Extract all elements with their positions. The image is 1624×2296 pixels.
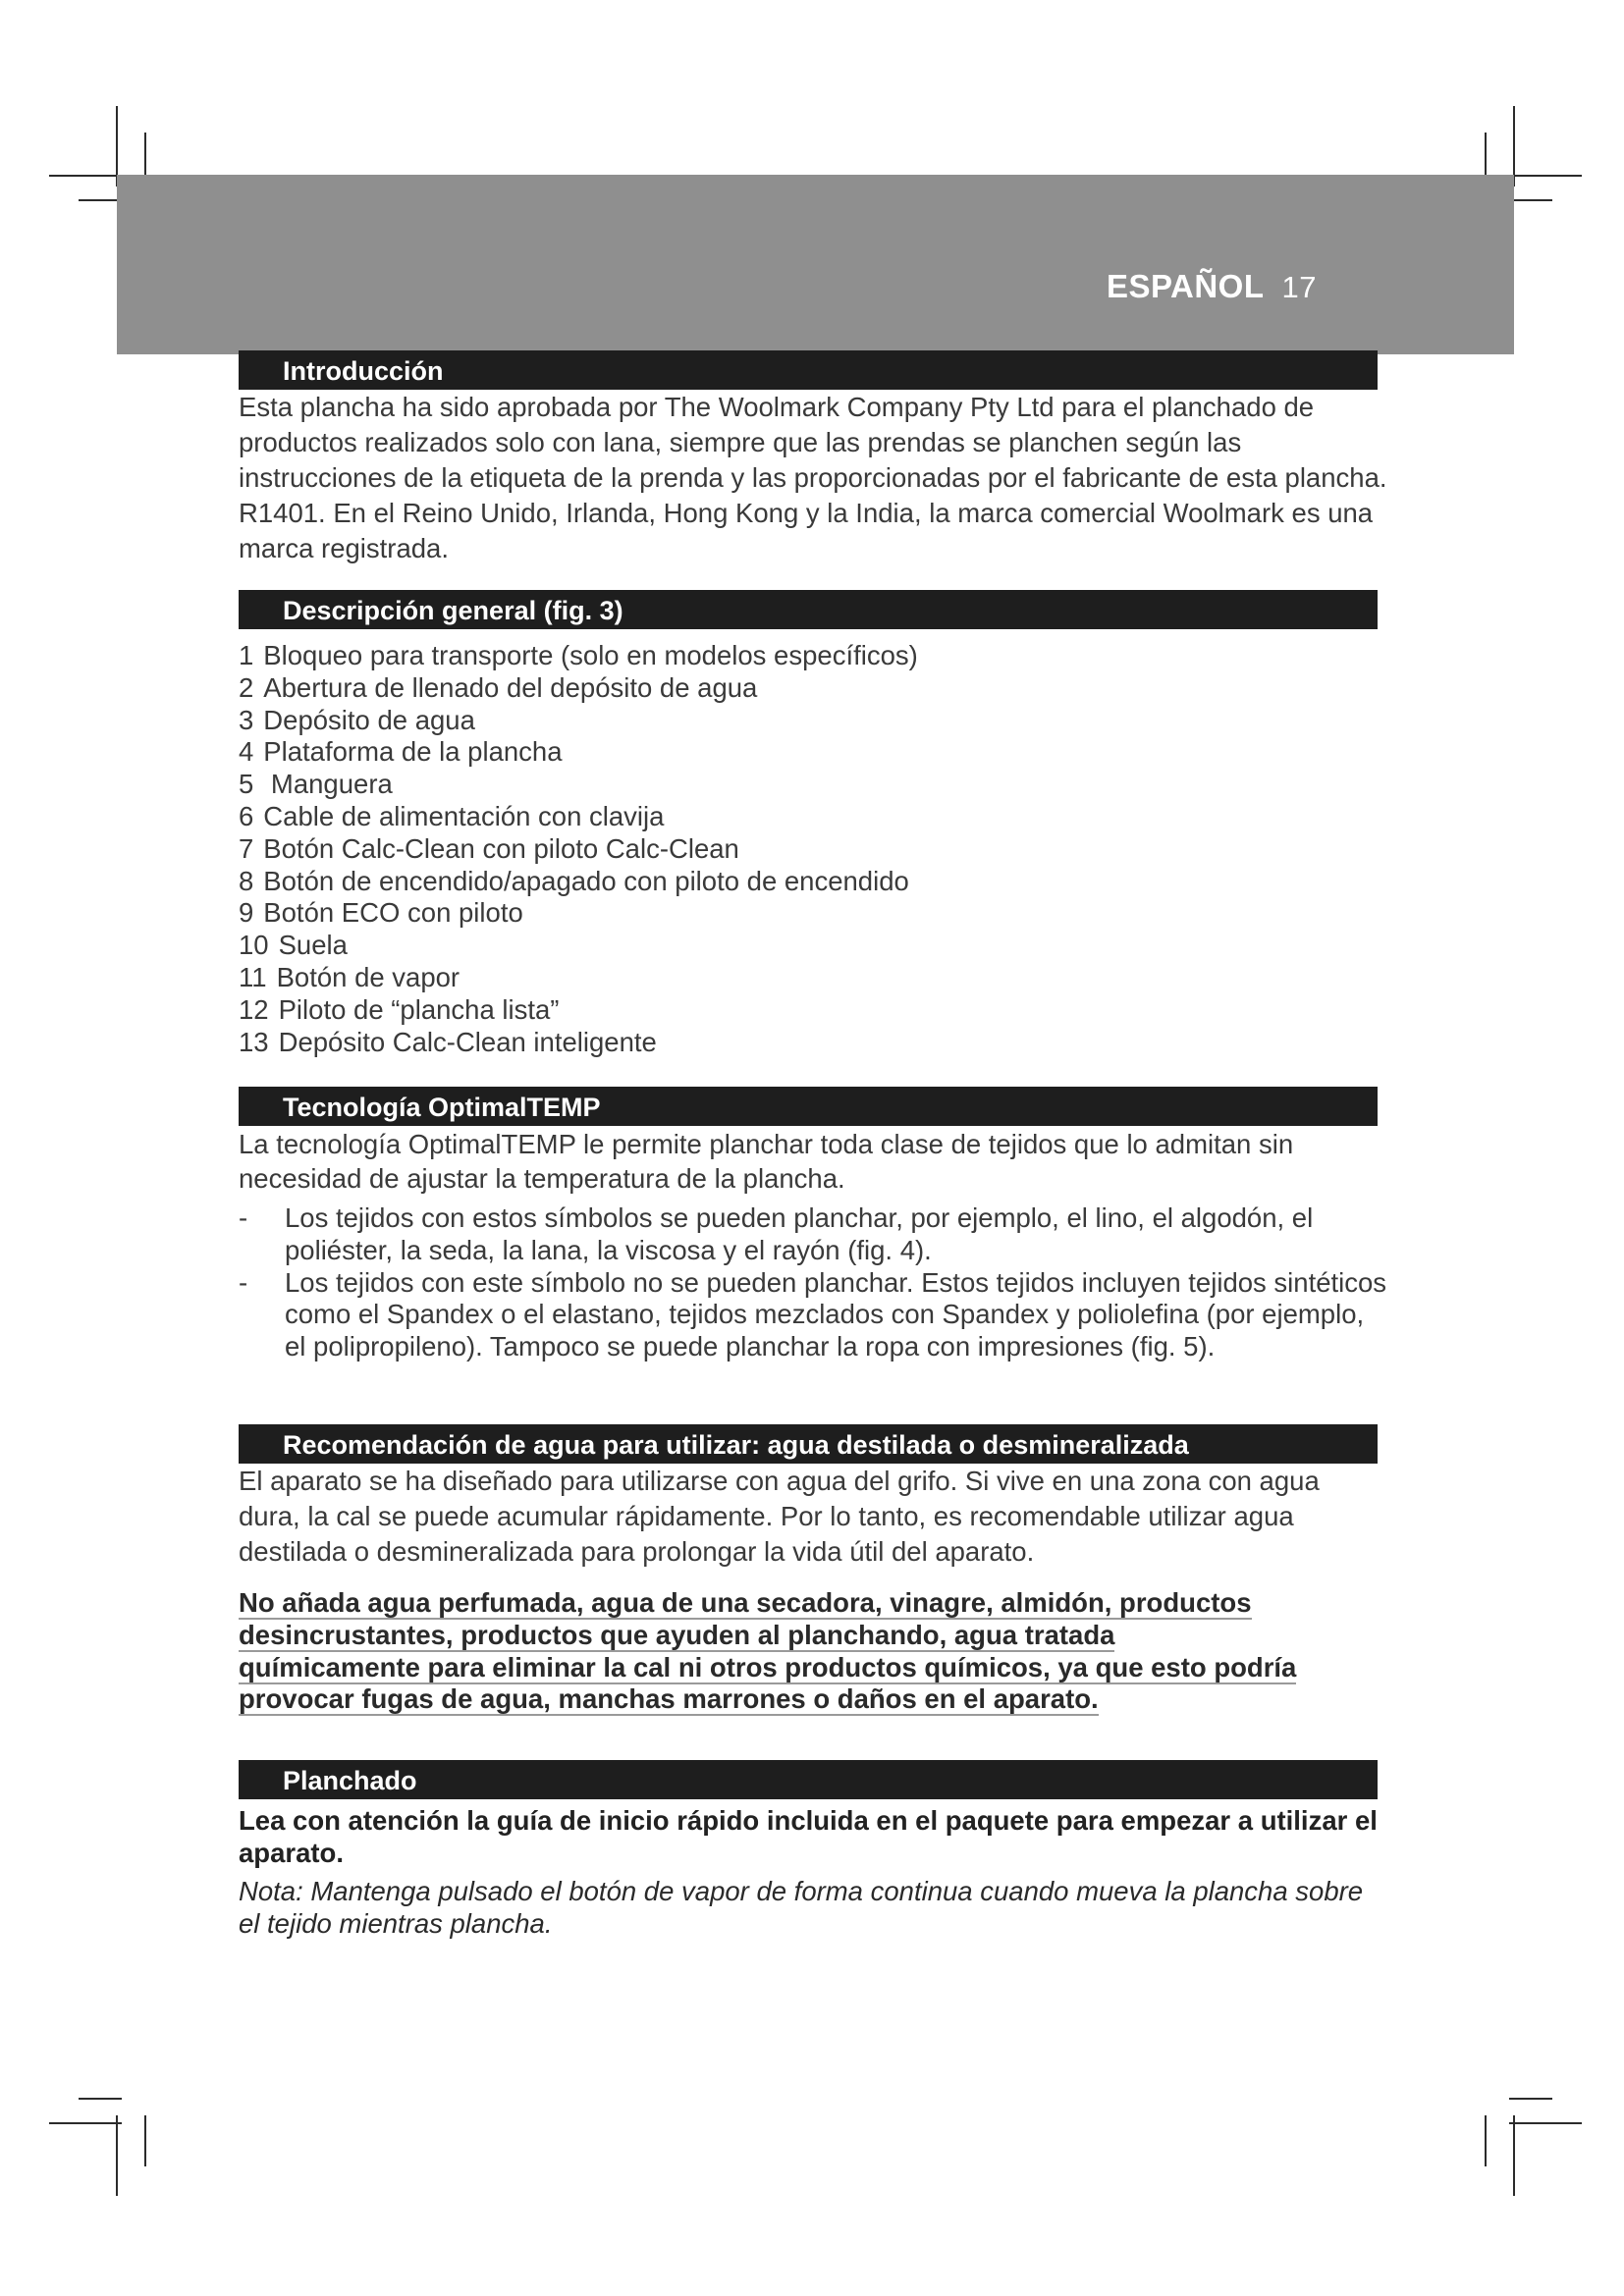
warning-line-text: provocar fugas de agua, manchas marrones o daños en el aparato.	[239, 1683, 1099, 1715]
section-title-ironing: Planchado	[239, 1760, 1378, 1799]
crop-mark	[1509, 2122, 1582, 2124]
item-number: 5	[239, 769, 254, 800]
item-number: 8	[239, 865, 254, 896]
item-number: 2	[239, 671, 254, 703]
crop-mark	[1513, 2115, 1515, 2196]
optimaltemp-list	[239, 1202, 1387, 1363]
list-item	[239, 640, 918, 672]
warning-line	[239, 1683, 1387, 1716]
bullet-dash: -	[239, 1266, 248, 1298]
crop-mark	[1509, 175, 1582, 177]
item-number: 7	[239, 832, 254, 864]
crop-mark	[1509, 199, 1552, 201]
optimaltemp-paragraph: La tecnología OptimalTEMP le permite planchar toda clase de tejidos que lo admitan sin necesidad de ajustar la temperatura de la plancha.	[239, 1129, 1294, 1194]
section-title-overview: Descripción general (fig. 3)	[239, 590, 1378, 629]
warning-line-text: químicamente para eliminar la cal ni otros productos químicos, ya que esto podría	[239, 1651, 1297, 1682]
item-text: Bloqueo para transporte (solo en modelos específicos)	[263, 640, 918, 670]
item-number: 1	[239, 640, 254, 670]
list-item	[239, 769, 918, 801]
list-item	[239, 801, 918, 833]
ironing-note: Nota: Mantenga pulsado el botón de vapor de forma continua cuando mueva la plancha sobre el tejido mientras plancha.	[239, 1876, 1364, 1939]
item-text: Botón de vapor	[276, 961, 460, 992]
list-item	[239, 1267, 1387, 1363]
list-item	[239, 1027, 918, 1059]
header-band	[117, 175, 1514, 354]
overview-list	[239, 640, 918, 1058]
crop-mark	[49, 2122, 122, 2124]
list-item	[239, 962, 918, 994]
warning-line	[239, 1587, 1387, 1620]
item-text: Botón de encendido/apagado con piloto de encendido	[263, 865, 909, 896]
list-item	[239, 833, 918, 866]
language-label: ESPAÑOL	[1106, 268, 1265, 304]
item-text: Piloto de “plancha lista”	[278, 993, 560, 1025]
item-number: 6	[239, 800, 254, 831]
list-item	[239, 1202, 1387, 1267]
item-number: 4	[239, 736, 254, 768]
item-text: Plataforma de la plancha	[263, 736, 563, 768]
water-paragraph: El aparato se ha diseñado para utilizarse con agua del grifo. Si vive en una zona con agua dura, la cal se puede acumular rápidamente. Por lo tanto, es recomendable utilizar agua destilada o desmineralizada para prolongar la vida útil del aparato.	[239, 1466, 1320, 1567]
ironing-instruction: Lea con atención la guía de inicio rápido incluida en el paquete para empezar a utilizar el aparato.	[239, 1805, 1378, 1868]
item-text: Manguera	[263, 769, 393, 800]
item-number: 13	[239, 1026, 269, 1057]
intro-paragraph: Esta plancha ha sido aprobada por The Woolmark Company Pty Ltd para el planchado de productos realizados solo con lana, siempre que las prendas se planchen según las instrucciones de la etiqueta de la prenda y las proporcionadas por el fabricante de esta plancha. R1401. En el Reino Unido, Irlanda, Hong Kong y la India, la marca comercial Woolmark es una marca registrada.	[239, 392, 1387, 563]
item-number: 12	[239, 993, 269, 1025]
warning-line-text: desincrustantes, productos que ayuden al planchando, agua tratada	[239, 1619, 1115, 1650]
crop-mark	[144, 2115, 146, 2166]
section-title-water: Recomendación de agua para utilizar: agua destilada o desmineralizada	[239, 1424, 1378, 1464]
list-item	[239, 672, 918, 705]
warning-line	[239, 1652, 1387, 1684]
item-text: Botón ECO con piloto	[263, 897, 523, 929]
list-item	[239, 994, 918, 1027]
crop-mark	[49, 175, 122, 177]
crop-mark	[79, 199, 122, 201]
bullet-text: Los tejidos con estos símbolos se pueden planchar, por ejemplo, el lino, el algodón, el poliéster, la seda, la lana, la viscosa y el rayón (fig. 4).	[285, 1202, 1314, 1265]
list-item	[239, 930, 918, 962]
crop-mark	[116, 2115, 118, 2196]
warning-line-text: No añada agua perfumada, agua de una secadora, vinagre, almidón, productos	[239, 1587, 1252, 1618]
crop-mark	[79, 2098, 122, 2100]
list-item	[239, 736, 918, 769]
page-header	[1107, 267, 1317, 307]
item-number: 3	[239, 704, 254, 735]
crop-mark	[1485, 2115, 1487, 2166]
list-item	[239, 705, 918, 737]
section-title-optimaltemp: Tecnología OptimalTEMP	[239, 1087, 1378, 1126]
list-item	[239, 897, 918, 930]
item-number: 10	[239, 930, 269, 961]
water-warning	[239, 1587, 1387, 1716]
section-title-intro: Introducción	[239, 350, 1378, 390]
item-text: Botón Calc-Clean con piloto Calc-Clean	[263, 832, 739, 864]
item-text: Depósito de agua	[263, 704, 475, 735]
list-item	[239, 866, 918, 898]
item-text: Suela	[278, 930, 348, 961]
crop-mark	[1509, 2098, 1552, 2100]
bullet-dash: -	[239, 1202, 248, 1233]
item-number: 9	[239, 897, 254, 929]
item-text: Cable de alimentación con clavija	[263, 800, 665, 831]
item-number: 11	[239, 961, 267, 992]
bullet-text: Los tejidos con este símbolo no se pueden planchar. Estos tejidos incluyen tejidos sintéticos como el Spandex o el elastano, tejidos mezclados con Spandex y poliolefina (por ejemplo, el polipropileno). Tampoco se puede planchar la ropa con impresiones (fig. 5).	[285, 1266, 1387, 1362]
item-text: Depósito Calc-Clean inteligente	[278, 1026, 657, 1057]
warning-line	[239, 1620, 1387, 1652]
page-number: 17	[1281, 270, 1317, 304]
item-text: Abertura de llenado del depósito de agua	[263, 671, 758, 703]
